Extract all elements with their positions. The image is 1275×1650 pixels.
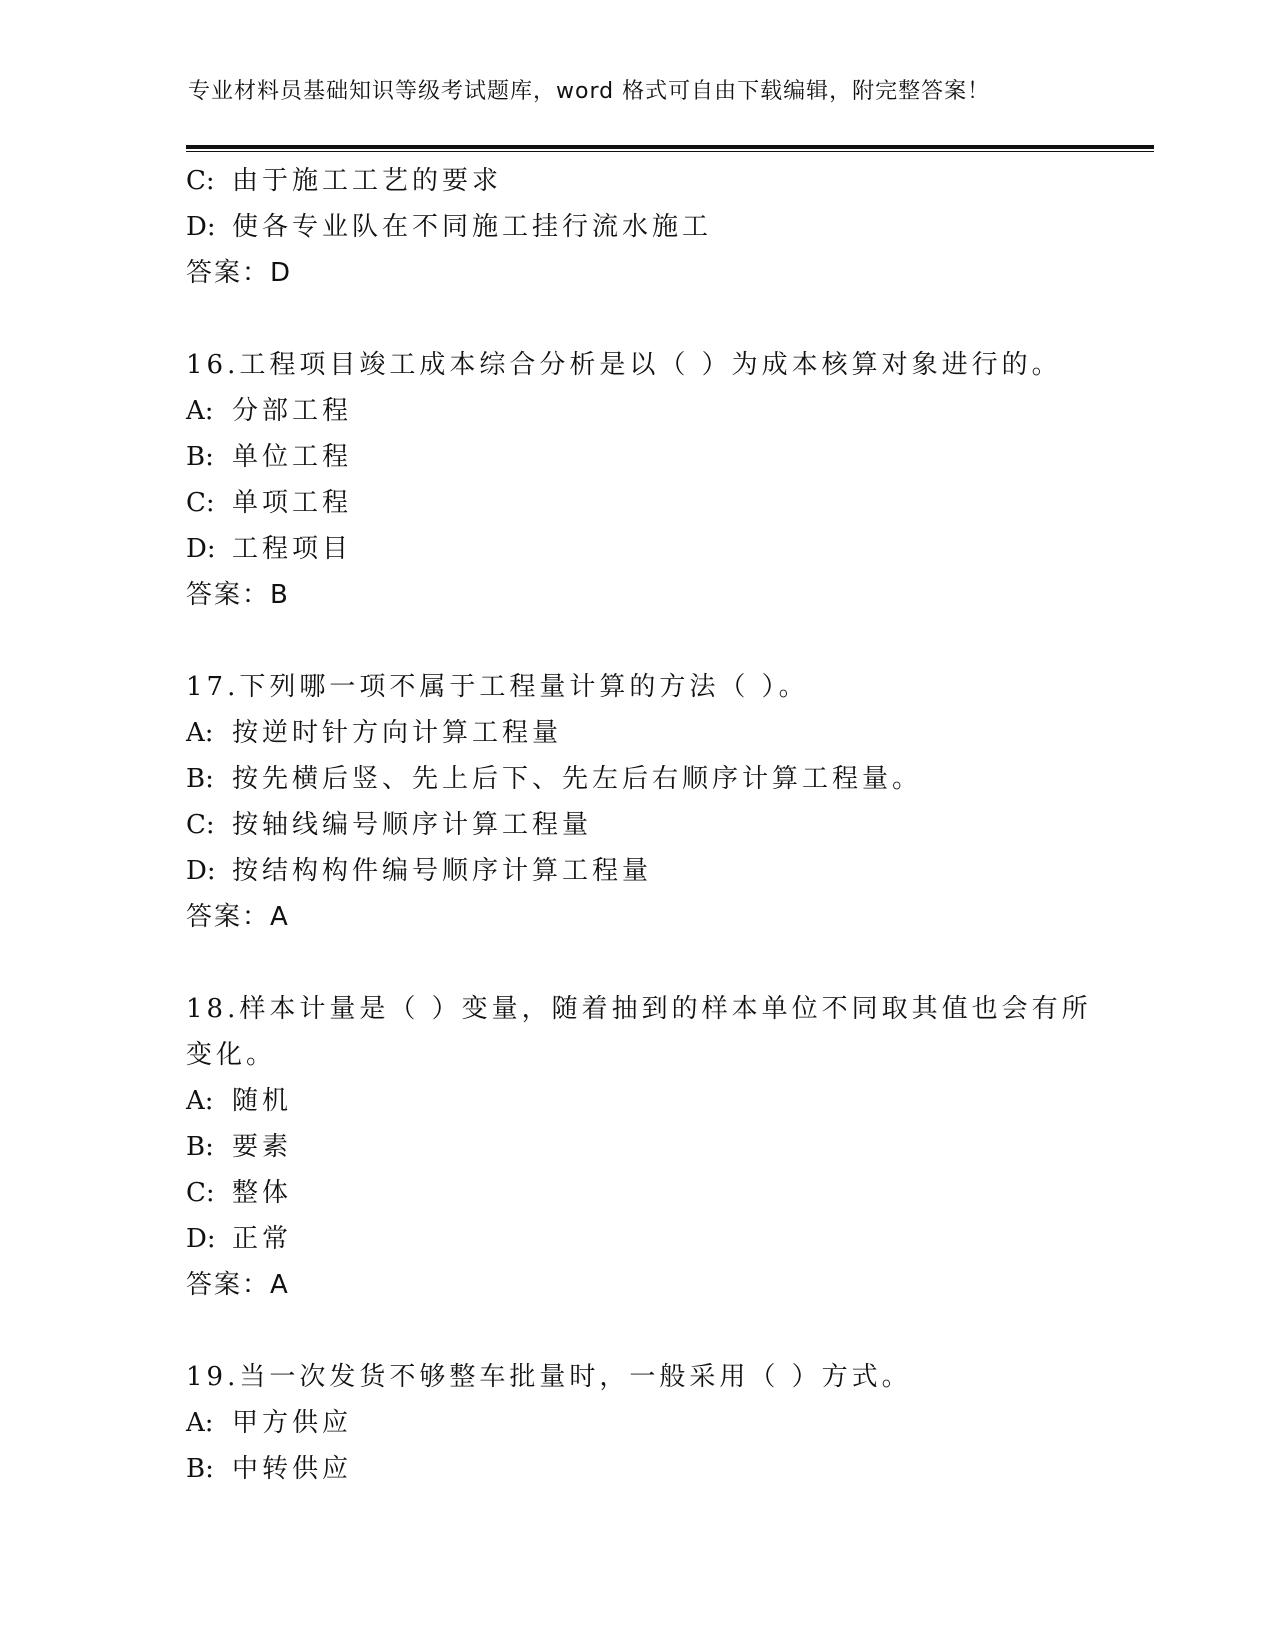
option-label: B:	[186, 1132, 214, 1162]
option-text: 使各专业队在不同施工挂行流水施工	[232, 212, 713, 242]
option-line	[186, 1446, 1086, 1492]
option-line	[186, 1124, 1086, 1170]
header-rule-thin	[186, 151, 1154, 152]
option-text: 按逆时针方向计算工程量	[232, 718, 563, 748]
option-label: C:	[186, 166, 215, 196]
answer-line: 答案：A	[186, 1270, 290, 1300]
spacer	[186, 618, 1086, 664]
option-text: 单位工程	[232, 442, 353, 472]
option-line	[186, 204, 1086, 250]
option-line	[186, 158, 1086, 204]
option-label: A:	[186, 1086, 214, 1116]
option-line	[186, 1400, 1086, 1446]
option-text: 整体	[232, 1178, 293, 1208]
option-text: 按轴线编号顺序计算工程量	[232, 810, 593, 840]
option-label: D:	[186, 534, 216, 564]
question-stem: 17.下列哪一项不属于工程量计算的方法（ ）。	[186, 672, 809, 702]
question-stem-continued: 变化。	[186, 1040, 277, 1070]
option-text: 正常	[232, 1224, 293, 1254]
option-text: 工程项目	[232, 534, 353, 564]
option-text: 随机	[232, 1086, 293, 1116]
option-line	[186, 802, 1086, 848]
option-label: B:	[186, 442, 214, 472]
question-content	[186, 158, 1092, 1492]
answer-line: 答案：B	[186, 580, 290, 610]
option-label: B:	[186, 1454, 214, 1484]
answer-line: 答案：D	[186, 258, 293, 288]
option-label: B:	[186, 764, 214, 794]
option-line	[186, 848, 1086, 894]
option-label: D:	[186, 856, 216, 886]
option-text: 中转供应	[232, 1454, 353, 1484]
option-text: 甲方供应	[232, 1408, 353, 1438]
option-label: C:	[186, 488, 215, 518]
option-line	[186, 434, 1086, 480]
spacer	[186, 1308, 1086, 1354]
option-line	[186, 526, 1086, 572]
option-line	[186, 388, 1086, 434]
option-line	[186, 1216, 1086, 1262]
answer-line: 答案：A	[186, 902, 290, 932]
option-text: 单项工程	[232, 488, 353, 518]
option-line	[186, 1078, 1086, 1124]
option-text: 要素	[232, 1132, 293, 1162]
question-stem: 18.样本计量是（ ）变量，随着抽到的样本单位不同取其值也会有所	[186, 994, 1092, 1024]
option-label: A:	[186, 1408, 214, 1438]
spacer	[186, 940, 1086, 986]
header-rule-thick	[186, 145, 1154, 149]
option-line	[186, 756, 1086, 802]
option-text: 按结构构件编号顺序计算工程量	[232, 856, 653, 886]
option-text: 按先横后竖、先上后下、先左后右顺序计算工程量。	[232, 764, 923, 794]
option-text: 分部工程	[232, 396, 353, 426]
page-header: 专业材料员基础知识等级考试题库，word 格式可自由下载编辑，附完整答案！	[188, 79, 991, 104]
option-line	[186, 710, 1086, 756]
option-line	[186, 1170, 1086, 1216]
option-label: C:	[186, 1178, 215, 1208]
option-label: A:	[186, 718, 214, 748]
question-stem: 16.工程项目竣工成本综合分析是以（ ）为成本核算对象进行的。	[186, 350, 1062, 380]
option-label: C:	[186, 810, 215, 840]
option-line	[186, 480, 1086, 526]
option-label: D:	[186, 1224, 216, 1254]
spacer	[186, 296, 1086, 342]
option-label: A:	[186, 396, 214, 426]
question-stem: 19.当一次发货不够整车批量时，一般采用（ ）方式。	[186, 1362, 912, 1392]
option-text: 由于施工工艺的要求	[232, 166, 503, 196]
option-label: D:	[186, 212, 216, 242]
